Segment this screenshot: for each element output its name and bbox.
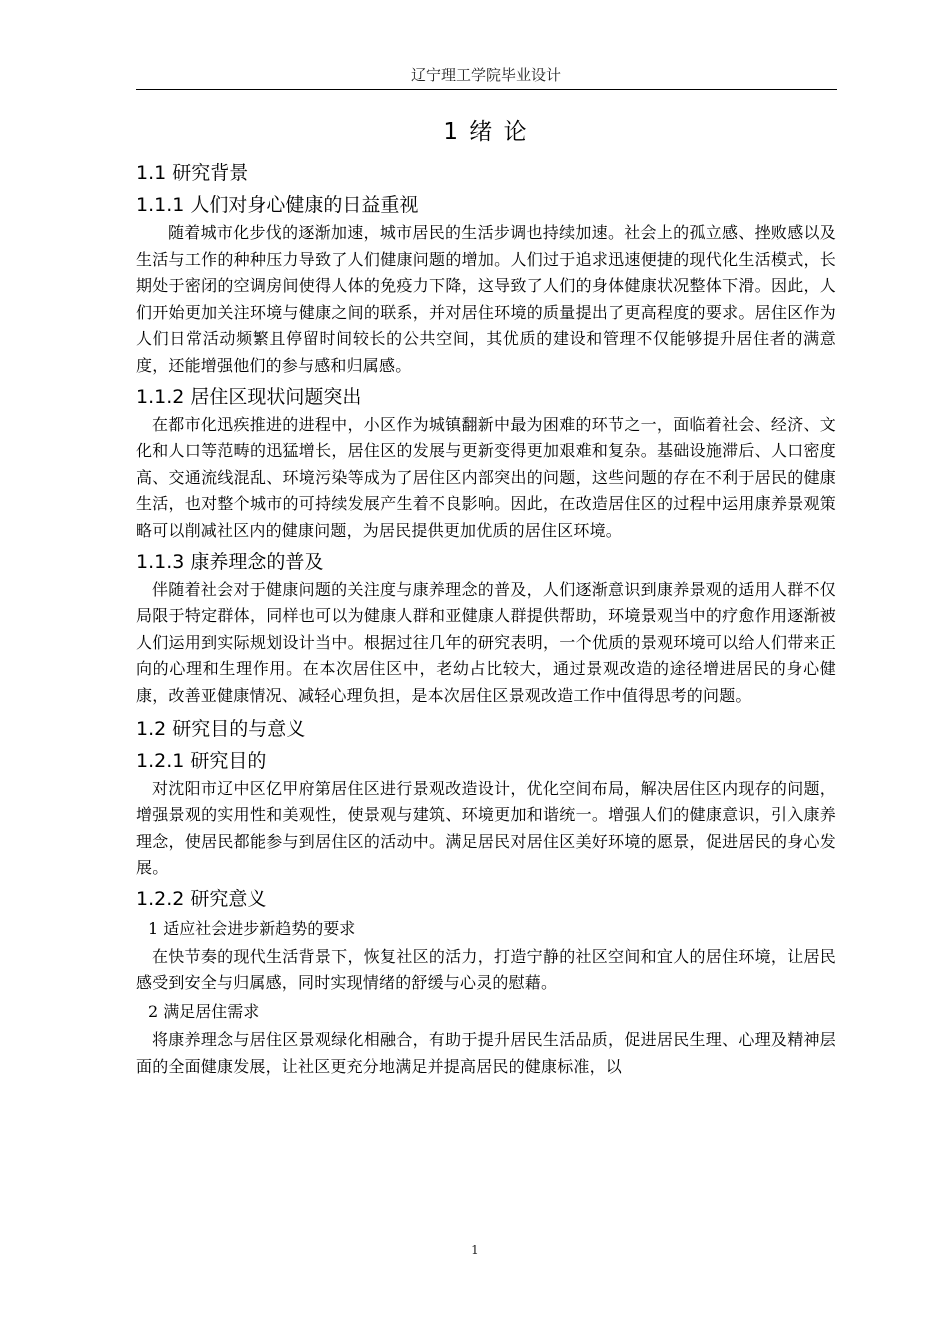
section-heading-1-2-2: 1.2.2 研究意义 — [136, 887, 267, 910]
paragraph-1-1-2: 在都市化迅疾推进的进程中，小区作为城镇翻新中最为困难的环节之一，面临着社会、经济、文化和人口等范畴的迅猛增长，居住区的发展与更新变得更加艰难和复杂。基础设施滞后、人口密度高、交通流线混乱、环境污染等成为了居住区内部突出的问题，这些问题的存在不利于居民的健康生活，也对整个城市的可持续发展产生着不良影响。因此，在改造居住区的过程中运用康养景观策略可以削减社区内的健康问题，为居民提供更加优质的居住区环境。 — [136, 414, 836, 540]
list-item-title-2: 2 满足居住需求 — [148, 1002, 260, 1022]
document-body — [136, 112, 836, 1080]
section-heading-1-1-3: 1.1.3 康养理念的普及 — [136, 550, 324, 573]
section-heading-1-1-1: 1.1.1 人们对身心健康的日益重视 — [136, 194, 419, 216]
page-number: 1 — [471, 1243, 479, 1257]
section-heading-1-1: 1.1 研究背景 — [136, 162, 249, 184]
paragraph-item-2: 将康养理念与居住区景观绿化相融合，有助于提升居民生活品质，促进居民生理、心理及精神层面的全面健康发展，让社区更充分地满足并提高居民的健康标准，以 — [136, 1030, 836, 1076]
paragraph-item-1: 在快节奏的现代生活背景下，恢复社区的活力，打造宁静的社区空间和宜人的居住环境，让居民感受到安全与归属感，同时实现情绪的舒缓与心灵的慰藉。 — [136, 946, 836, 993]
chapter-title: 1 绪 论 — [443, 119, 529, 145]
paragraph-1-1-3: 伴随着社会对于健康问题的关注度与康养理念的普及，人们逐渐意识到康养景观的适用人群不仅局限于特定群体，同样也可以为健康人群和亚健康人群提供帮助，环境景观当中的疗愈作用逐渐被人们运用到实际规划设计当中。根据过往几年的研究表明，一个优质的景观环境可以给人们带来正向的心理和生理作用。在本次居住区中，老幼占比较大，通过景观改造的途径增进居民的身心健康，改善亚健康情况、减轻心理负担，是本次居住区景观改造工作中值得思考的问题。 — [136, 579, 836, 705]
paragraph-1-1-1: 随着城市化步伐的逐渐加速，城市居民的生活步调也持续加速。社会上的孤立感、挫败感以及生活与工作的种种压力导致了人们健康问题的增加。人们过于追求迅速便捷的现代化生活模式，长期处于密闭的空调房间使得人体的免疫力下降，这导致了人们的身体健康状况整体下滑。因此，人们开始更加关注环境与健康之间的联系，并对居住环境的质量提出了更高程度的要求。居住区作为人们日常活动频繁且停留时间较长的公共空间，其优质的建设和管理不仅能够提升居住者的满意度，还能增强他们的参与感和归属感。 — [136, 223, 836, 375]
paragraph-1-2-1: 对沈阳市辽中区亿甲府第居住区进行景观改造设计，优化空间布局，解决居住区内现存的问题，增强景观的实用性和美观性，使景观与建筑、环境更加和谐统一。增强人们的健康意识，引入康养理念，使居民都能参与到居住区的活动中。满足居民对居住区美好环境的愿景，促进居民的身心发展。 — [136, 778, 836, 878]
section-heading-1-2: 1.2 研究目的与意义 — [136, 717, 306, 740]
section-heading-1-1-2: 1.1.2 居住区现状问题突出 — [136, 385, 362, 408]
section-heading-1-2-1: 1.2.1 研究目的 — [136, 749, 267, 772]
list-item-title-1: 1 适应社会进步新趋势的要求 — [148, 918, 356, 938]
header-divider — [136, 89, 837, 90]
page-header-title: 辽宁理工学院毕业设计 — [410, 66, 561, 84]
